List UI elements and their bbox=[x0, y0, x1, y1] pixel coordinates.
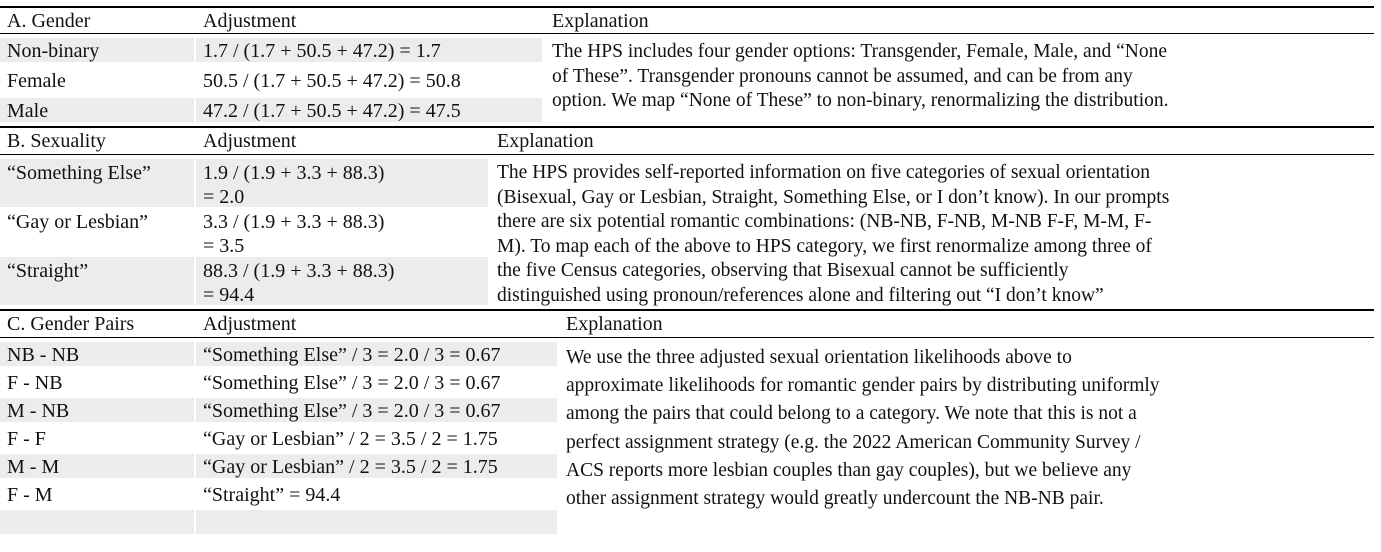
explanation-line: We use the three adjusted sexual orientation likelihoods above to bbox=[566, 347, 1072, 368]
section-c-row-label: F - NB bbox=[7, 372, 63, 394]
section-c-row-formula: “Gay or Lesbian” / 2 = 3.5 / 2 = 1.75 bbox=[203, 428, 498, 450]
section-c-row-label: F - M bbox=[7, 484, 53, 506]
section-a-header-label: A. Gender bbox=[7, 10, 91, 32]
section-c-row-label: F - F bbox=[7, 428, 46, 450]
section-b-row-formula-result: = 2.0 bbox=[203, 186, 245, 208]
rule-section-c bbox=[0, 309, 1374, 311]
explanation-line: The HPS provides self-reported information on five categories of sexual orientation bbox=[497, 162, 1151, 183]
section-c-row-formula: “Something Else” / 3 = 2.0 / 3 = 0.67 bbox=[203, 372, 501, 394]
section-c-explanation bbox=[566, 344, 1160, 513]
section-c-row-formula: “Straight” = 94.4 bbox=[203, 484, 341, 506]
explanation-line: option. We map “None of These” to non-binary, renormalizing the distribution. bbox=[552, 90, 1169, 111]
section-b-header-adjustment: Adjustment bbox=[203, 130, 297, 152]
rule-c-header bbox=[0, 337, 1374, 338]
section-c-row-label: NB - NB bbox=[7, 344, 80, 366]
section-b-header-explanation: Explanation bbox=[497, 130, 594, 152]
rule-section-b bbox=[0, 126, 1374, 128]
section-b-row-formula-result: = 3.5 bbox=[203, 235, 245, 257]
explanation-line: approximate likelihoods for romantic gender pairs by distributing uniformly bbox=[566, 375, 1160, 397]
explanation-line: (Bisexual, Gay or Lesbian, Straight, Something Else, or I don’t know). In our prompts bbox=[497, 186, 1170, 208]
section-b-row-label: “Straight” bbox=[7, 260, 89, 282]
section-c-row-label: M - NB bbox=[7, 400, 70, 422]
section-a-row-label: Non-binary bbox=[7, 40, 100, 62]
explanation-line: the five Census categories, observing that Bisexual cannot be sufficiently bbox=[497, 260, 1069, 281]
rule-b-header bbox=[0, 154, 1374, 155]
section-b-row-formula: 1.9 / (1.9 + 3.3 + 88.3) bbox=[203, 162, 385, 184]
explanation-line: perfect assignment strategy (e.g. the 2022 American Community Survey / bbox=[566, 431, 1141, 453]
section-b-row-label: “Something Else” bbox=[7, 162, 151, 184]
explanation-line: of These”. Transgender pronouns cannot be assumed, and can be from any bbox=[552, 65, 1133, 87]
explanation-line: The HPS includes four gender options: Transgender, Female, Male, and “None bbox=[552, 41, 1167, 62]
section-a-header-adjustment: Adjustment bbox=[203, 10, 297, 32]
section-a-row-label: Male bbox=[7, 100, 49, 122]
section-a-row-formula: 1.7 / (1.7 + 50.5 + 47.2) = 1.7 bbox=[203, 40, 441, 62]
section-a-header-explanation: Explanation bbox=[552, 10, 649, 32]
section-a-row-formula: 50.5 / (1.7 + 50.5 + 47.2) = 50.8 bbox=[203, 70, 461, 92]
section-c-row-formula: “Gay or Lesbian” / 2 = 3.5 / 2 = 1.75 bbox=[203, 456, 498, 478]
explanation-line: there are six potential romantic combinations: (NB-NB, F-NB, M-NB F-F, M-M, F- bbox=[497, 211, 1152, 232]
explanation-line: other assignment strategy would greatly undercount the NB-NB pair. bbox=[566, 488, 1104, 510]
section-a-row-label: Female bbox=[7, 70, 66, 92]
section-c-row-formula: “Something Else” / 3 = 2.0 / 3 = 0.67 bbox=[203, 400, 501, 422]
section-b-row-formula-result: = 94.4 bbox=[203, 284, 255, 306]
section-a-row-formula: 47.2 / (1.7 + 50.5 + 47.2) = 47.5 bbox=[203, 100, 461, 122]
row-shade bbox=[196, 510, 557, 534]
section-b-explanation bbox=[497, 161, 1169, 308]
section-b-row-label: “Gay or Lesbian” bbox=[7, 211, 149, 233]
section-c-header-adjustment: Adjustment bbox=[203, 313, 297, 335]
section-a-explanation bbox=[552, 40, 1169, 114]
explanation-line: ACS reports more lesbian couples than gay couples), but we believe any bbox=[566, 459, 1132, 481]
section-b-row-formula: 88.3 / (1.9 + 3.3 + 88.3) bbox=[203, 260, 395, 282]
rule-a-header bbox=[0, 33, 1374, 34]
section-b-row-formula: 3.3 / (1.9 + 3.3 + 88.3) bbox=[203, 211, 385, 233]
rule-top bbox=[0, 6, 1374, 8]
section-c-row-label: M - M bbox=[7, 456, 60, 478]
row-shade bbox=[0, 510, 194, 534]
explanation-line: among the pairs that could belong to a category. We note that this is not a bbox=[566, 403, 1137, 425]
explanation-line: M). To map each of the above to HPS category, we first renormalize among three of bbox=[497, 235, 1152, 257]
section-b-header-label: B. Sexuality bbox=[7, 130, 106, 152]
section-c-row-formula: “Something Else” / 3 = 2.0 / 3 = 0.67 bbox=[203, 344, 501, 366]
section-c-header-label: C. Gender Pairs bbox=[7, 313, 135, 335]
explanation-line: distinguished using pronoun/references alone and filtering out “I don’t know” bbox=[497, 284, 1104, 306]
section-c-header-explanation: Explanation bbox=[566, 313, 663, 335]
